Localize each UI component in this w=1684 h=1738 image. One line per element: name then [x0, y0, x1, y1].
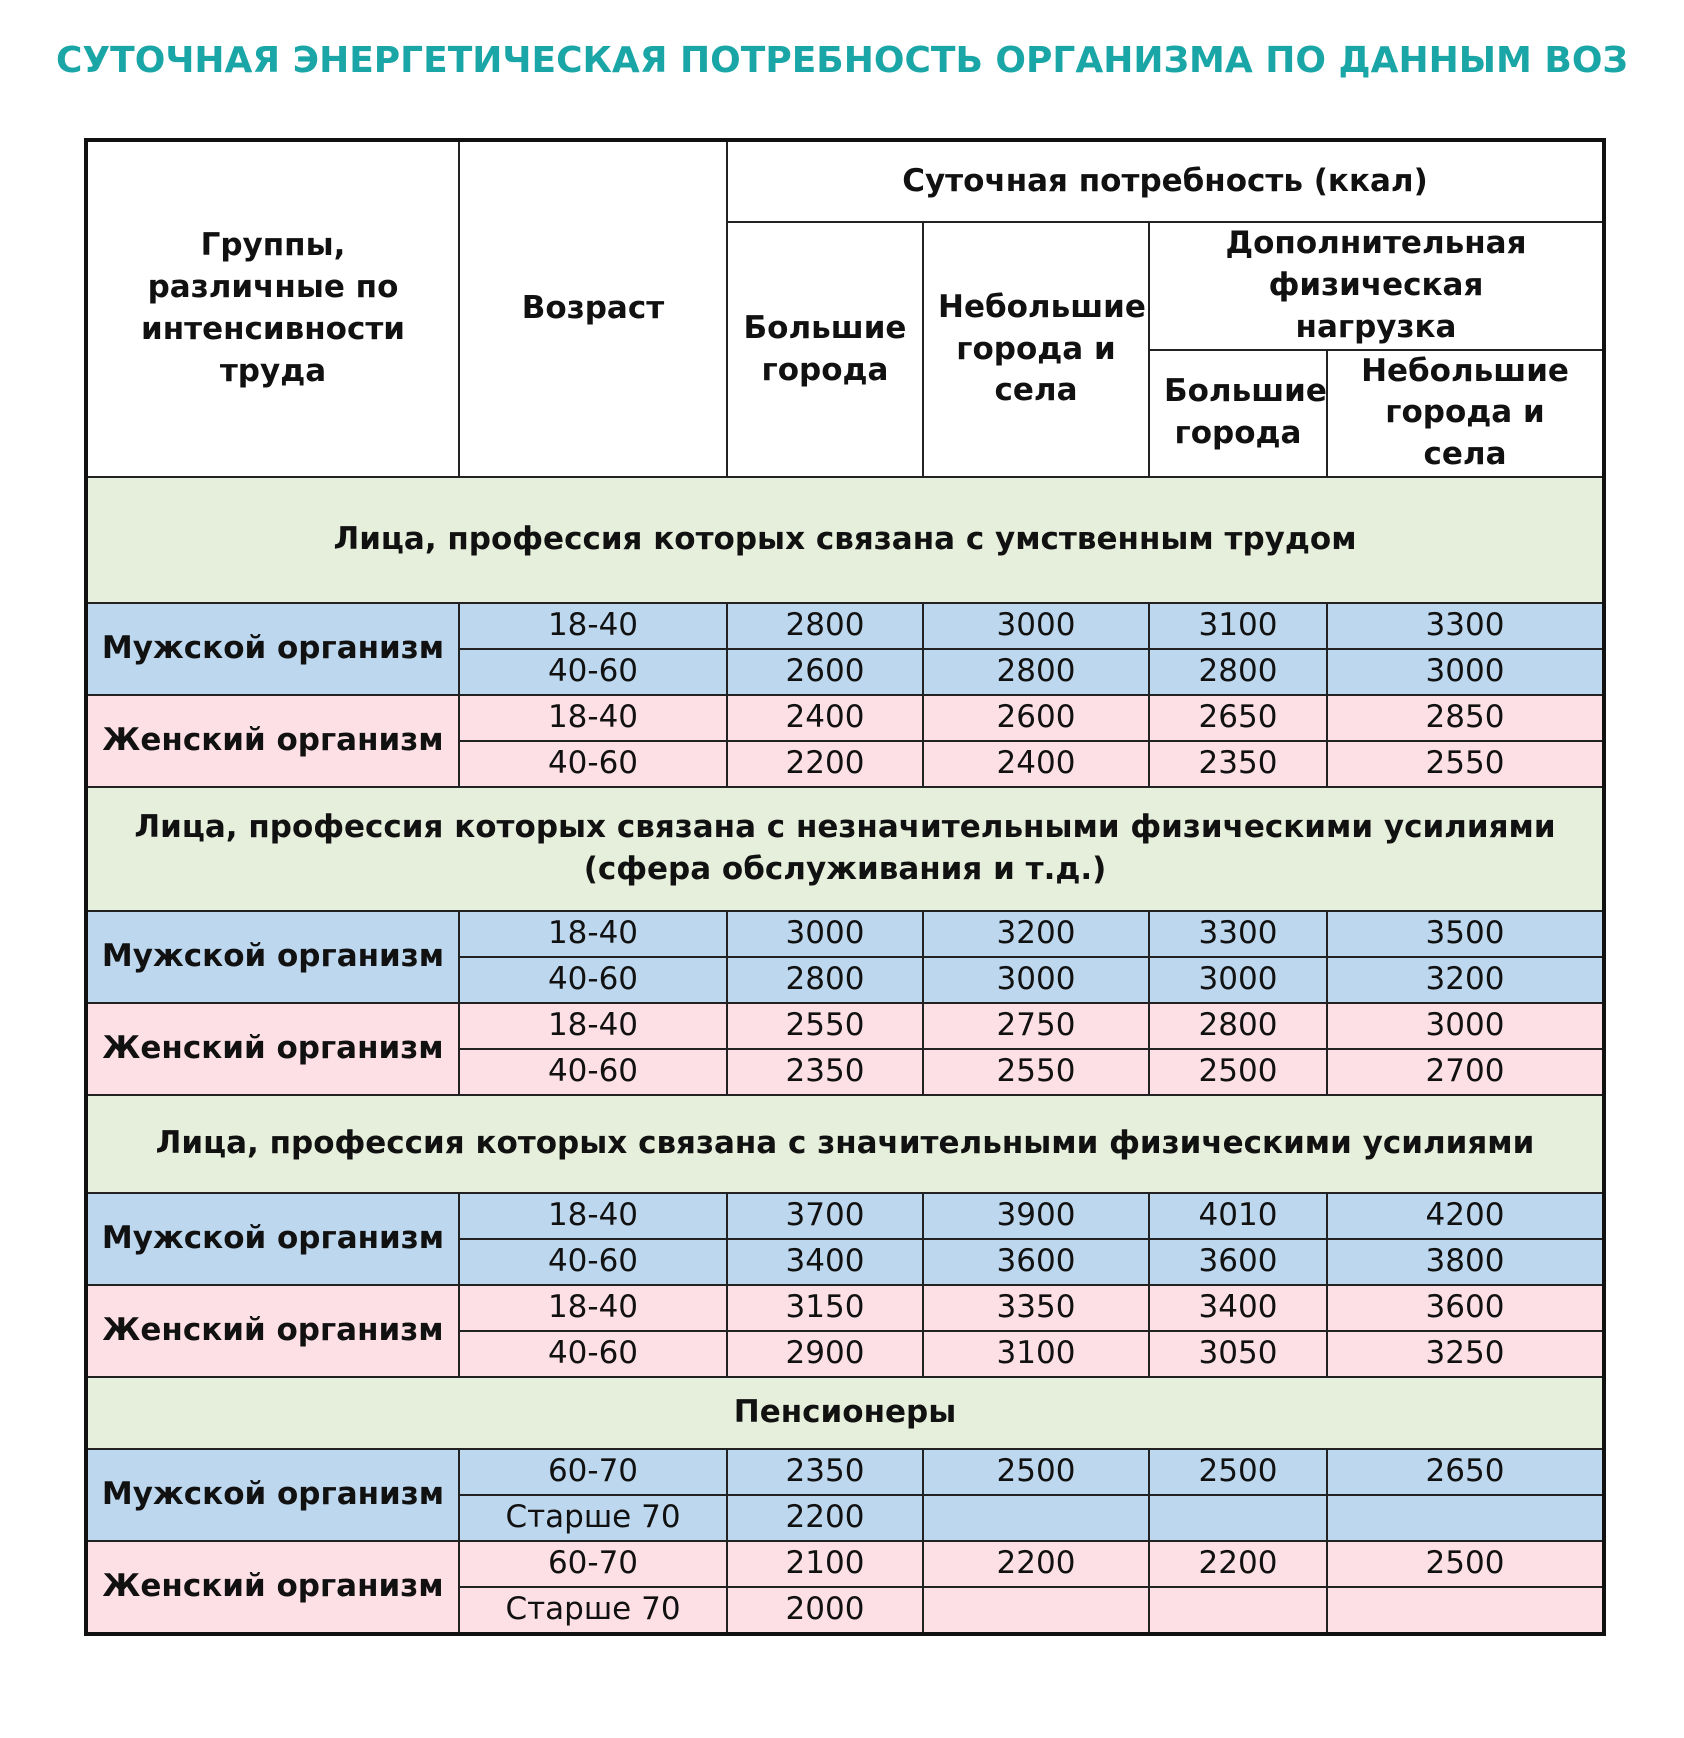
- value-cell: [923, 1587, 1149, 1634]
- value-cell: 3300: [1327, 603, 1604, 649]
- value-cell: 3900: [923, 1193, 1149, 1239]
- value-cell: [1149, 1587, 1327, 1634]
- value-cell: 2000: [727, 1587, 923, 1634]
- age-cell: 60-70: [459, 1541, 727, 1587]
- value-cell: 3100: [923, 1331, 1149, 1377]
- table-row: [86, 603, 1604, 649]
- value-cell: 2650: [1149, 695, 1327, 741]
- header-extra-big-cities: Большие города: [1149, 350, 1327, 478]
- value-cell: 2550: [1327, 741, 1604, 787]
- value-cell: 2200: [1149, 1541, 1327, 1587]
- value-cell: 2350: [1149, 741, 1327, 787]
- value-cell: 3000: [923, 957, 1149, 1003]
- value-cell: 2500: [1327, 1541, 1604, 1587]
- male-group-label: Мужской организм: [86, 1193, 459, 1285]
- value-cell: 2800: [1149, 1003, 1327, 1049]
- header-big-cities: Большие города: [727, 222, 923, 477]
- age-cell: 18-40: [459, 911, 727, 957]
- value-cell: 2600: [923, 695, 1149, 741]
- value-cell: 3400: [1149, 1285, 1327, 1331]
- value-cell: 3700: [727, 1193, 923, 1239]
- value-cell: 3300: [1149, 911, 1327, 957]
- section-title: Лица, профессия которых связана с незначительными физическими усилиями (сфера обслуживания и т.д.): [86, 787, 1604, 911]
- age-cell: 40-60: [459, 1049, 727, 1095]
- male-group-label: Мужской организм: [86, 603, 459, 695]
- value-cell: [923, 1495, 1149, 1541]
- energy-table: [84, 138, 1606, 1636]
- table-row: [86, 1541, 1604, 1587]
- table-row: [86, 1193, 1604, 1239]
- value-cell: 4200: [1327, 1193, 1604, 1239]
- value-cell: 3100: [1149, 603, 1327, 649]
- male-group-label: Мужской организм: [86, 1449, 459, 1541]
- value-cell: 3000: [1327, 649, 1604, 695]
- value-cell: 3150: [727, 1285, 923, 1331]
- value-cell: 3000: [1149, 957, 1327, 1003]
- age-cell: 18-40: [459, 1193, 727, 1239]
- value-cell: 2550: [727, 1003, 923, 1049]
- header-groups: Группы, различные по интенсивности труда: [86, 140, 459, 477]
- value-cell: 3600: [1327, 1285, 1604, 1331]
- age-cell: Старше 70: [459, 1587, 727, 1634]
- value-cell: [1327, 1587, 1604, 1634]
- value-cell: 2400: [727, 695, 923, 741]
- value-cell: 2800: [1149, 649, 1327, 695]
- value-cell: 2200: [923, 1541, 1149, 1587]
- page-title: СУТОЧНАЯ ЭНЕРГЕТИЧЕСКАЯ ПОТРЕБНОСТЬ ОРГАНИЗМА ПО ДАННЫМ ВОЗ: [55, 40, 1628, 81]
- female-group-label: Женский организм: [86, 695, 459, 787]
- value-cell: 3250: [1327, 1331, 1604, 1377]
- value-cell: 2100: [727, 1541, 923, 1587]
- value-cell: 3600: [1149, 1239, 1327, 1285]
- value-cell: 3200: [1327, 957, 1604, 1003]
- age-cell: 18-40: [459, 1285, 727, 1331]
- value-cell: 2550: [923, 1049, 1149, 1095]
- female-group-label: Женский организм: [86, 1285, 459, 1377]
- value-cell: 3000: [923, 603, 1149, 649]
- table-row: [86, 695, 1604, 741]
- value-cell: [1149, 1495, 1327, 1541]
- value-cell: 3800: [1327, 1239, 1604, 1285]
- table-row: [86, 911, 1604, 957]
- value-cell: 2500: [923, 1449, 1149, 1495]
- value-cell: 2800: [727, 603, 923, 649]
- header-age: Возраст: [459, 140, 727, 477]
- male-group-label: Мужской организм: [86, 911, 459, 1003]
- value-cell: 3000: [727, 911, 923, 957]
- table-row: [86, 1449, 1604, 1495]
- value-cell: 2400: [923, 741, 1149, 787]
- header-small-towns: Небольшие города и села: [923, 222, 1149, 477]
- value-cell: 2500: [1149, 1049, 1327, 1095]
- value-cell: 2500: [1149, 1449, 1327, 1495]
- age-cell: 40-60: [459, 1331, 727, 1377]
- value-cell: 2850: [1327, 695, 1604, 741]
- value-cell: [1327, 1495, 1604, 1541]
- value-cell: 3600: [923, 1239, 1149, 1285]
- value-cell: 3350: [923, 1285, 1149, 1331]
- age-cell: 18-40: [459, 603, 727, 649]
- value-cell: 2350: [727, 1449, 923, 1495]
- value-cell: 3400: [727, 1239, 923, 1285]
- age-cell: 40-60: [459, 649, 727, 695]
- value-cell: 3000: [1327, 1003, 1604, 1049]
- age-cell: 40-60: [459, 741, 727, 787]
- table-row: [86, 1003, 1604, 1049]
- section-title: Лица, профессия которых связана с умственным трудом: [86, 477, 1604, 603]
- age-cell: 60-70: [459, 1449, 727, 1495]
- value-cell: 2350: [727, 1049, 923, 1095]
- value-cell: 2750: [923, 1003, 1149, 1049]
- female-group-label: Женский организм: [86, 1003, 459, 1095]
- age-cell: 18-40: [459, 695, 727, 741]
- section-title: Пенсионеры: [86, 1377, 1604, 1449]
- value-cell: 2800: [923, 649, 1149, 695]
- value-cell: 3050: [1149, 1331, 1327, 1377]
- age-cell: 18-40: [459, 1003, 727, 1049]
- header-daily-need: Суточная потребность (ккал): [727, 140, 1604, 222]
- value-cell: 3200: [923, 911, 1149, 957]
- value-cell: 2900: [727, 1331, 923, 1377]
- value-cell: 2800: [727, 957, 923, 1003]
- table-row: [86, 1285, 1604, 1331]
- header-extra-load: Дополнительная физическая нагрузка: [1149, 222, 1604, 350]
- value-cell: 2700: [1327, 1049, 1604, 1095]
- age-cell: 40-60: [459, 957, 727, 1003]
- header-extra-small-towns: Небольшие города и села: [1327, 350, 1604, 478]
- age-cell: Старше 70: [459, 1495, 727, 1541]
- value-cell: 2600: [727, 649, 923, 695]
- section-title: Лица, профессия которых связана с значительными физическими усилиями: [86, 1095, 1604, 1193]
- value-cell: 2200: [727, 741, 923, 787]
- value-cell: 4010: [1149, 1193, 1327, 1239]
- value-cell: 2200: [727, 1495, 923, 1541]
- age-cell: 40-60: [459, 1239, 727, 1285]
- value-cell: 2650: [1327, 1449, 1604, 1495]
- value-cell: 3500: [1327, 911, 1604, 957]
- female-group-label: Женский организм: [86, 1541, 459, 1634]
